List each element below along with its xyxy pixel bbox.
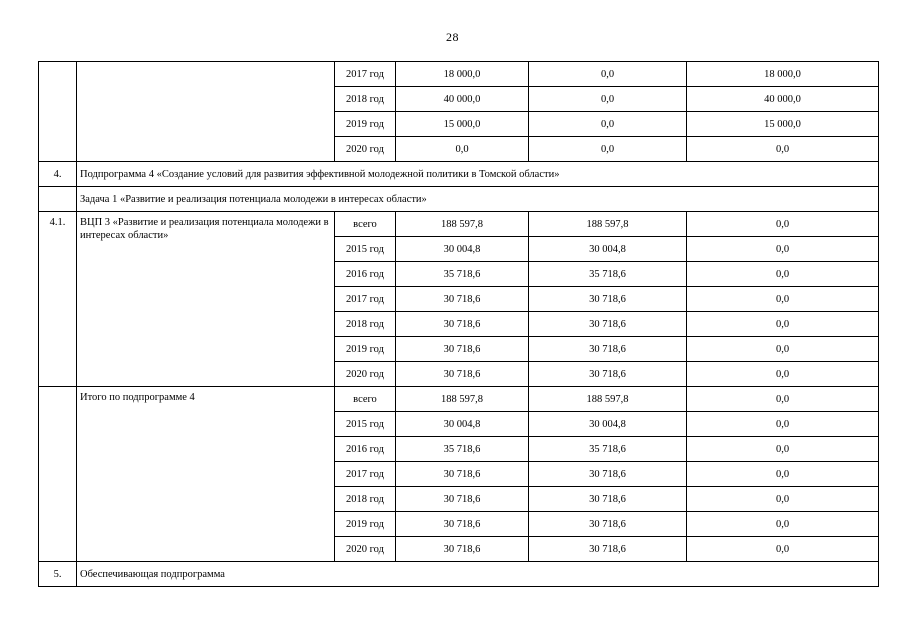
amount-cell: 30 718,6 — [529, 362, 687, 387]
table-row — [39, 212, 879, 237]
amount-cell: 30 718,6 — [529, 487, 687, 512]
amount-cell: 30 718,6 — [529, 287, 687, 312]
year-cell: всего — [335, 387, 396, 412]
year-cell: 2019 год — [335, 112, 396, 137]
num-cell — [39, 62, 77, 162]
total-cell: 30 718,6 — [396, 312, 529, 337]
year-cell: 2020 год — [335, 362, 396, 387]
amount-cell: 0,0 — [687, 437, 879, 462]
item-name: ВЦП 3 «Развитие и реализация потенциала молодежи в интересах области» — [77, 212, 335, 387]
item-number: 4.1. — [39, 212, 77, 387]
year-cell: 2017 год — [335, 62, 396, 87]
year-cell: 2017 год — [335, 462, 396, 487]
total-cell: 40 000,0 — [396, 87, 529, 112]
amount-cell: 0,0 — [687, 487, 879, 512]
num-cell — [39, 387, 77, 562]
amount-cell: 30 004,8 — [529, 412, 687, 437]
total-cell: 30 718,6 — [396, 487, 529, 512]
amount-cell: 0,0 — [687, 512, 879, 537]
total-cell: 30 004,8 — [396, 412, 529, 437]
page-number: 28 — [446, 30, 459, 44]
year-cell: 2016 год — [335, 437, 396, 462]
amount-cell: 30 718,6 — [529, 312, 687, 337]
amount-cell: 0,0 — [687, 337, 879, 362]
year-cell: 2019 год — [335, 337, 396, 362]
section-title: Обеспечивающая подпрограмма — [77, 562, 879, 587]
section-title: Подпрограмма 4 «Создание условий для развития эффективной молодежной политики в Томской области» — [77, 162, 879, 187]
amount-cell: 18 000,0 — [687, 62, 879, 87]
total-cell: 18 000,0 — [396, 62, 529, 87]
section-row — [39, 562, 879, 587]
year-cell: 2018 год — [335, 87, 396, 112]
amount-cell: 0,0 — [529, 62, 687, 87]
table-row — [39, 62, 879, 87]
total-cell: 15 000,0 — [396, 112, 529, 137]
amount-cell: 0,0 — [687, 237, 879, 262]
amount-cell: 0,0 — [687, 362, 879, 387]
year-cell: 2015 год — [335, 412, 396, 437]
amount-cell: 188 597,8 — [529, 212, 687, 237]
year-cell: 2017 год — [335, 287, 396, 312]
amount-cell: 0,0 — [687, 462, 879, 487]
amount-cell: 0,0 — [687, 212, 879, 237]
amount-cell: 0,0 — [687, 412, 879, 437]
amount-cell: 35 718,6 — [529, 437, 687, 462]
task-title: Задача 1 «Развитие и реализация потенциала молодежи в интересах области» — [77, 187, 879, 212]
section-number: 4. — [39, 162, 77, 187]
amount-cell: 30 004,8 — [529, 237, 687, 262]
year-cell: 2016 год — [335, 262, 396, 287]
year-cell: 2019 год — [335, 512, 396, 537]
amount-cell: 35 718,6 — [529, 262, 687, 287]
section-row — [39, 162, 879, 187]
amount-cell: 188 597,8 — [529, 387, 687, 412]
total-cell: 30 718,6 — [396, 362, 529, 387]
total-cell: 30 718,6 — [396, 537, 529, 562]
table-row — [39, 387, 879, 412]
num-cell — [39, 187, 77, 212]
total-cell: 30 004,8 — [396, 237, 529, 262]
amount-cell: 30 718,6 — [529, 537, 687, 562]
total-cell: 188 597,8 — [396, 387, 529, 412]
amount-cell: 0,0 — [529, 137, 687, 162]
amount-cell: 30 718,6 — [529, 462, 687, 487]
total-cell: 30 718,6 — [396, 287, 529, 312]
budget-table — [38, 61, 879, 587]
year-cell: 2018 год — [335, 312, 396, 337]
total-cell: 30 718,6 — [396, 462, 529, 487]
amount-cell: 0,0 — [687, 387, 879, 412]
amount-cell: 0,0 — [529, 112, 687, 137]
section-number: 5. — [39, 562, 77, 587]
year-cell: 2018 год — [335, 487, 396, 512]
total-cell: 35 718,6 — [396, 437, 529, 462]
total-cell: 35 718,6 — [396, 262, 529, 287]
year-cell: 2020 год — [335, 137, 396, 162]
total-cell: 30 718,6 — [396, 512, 529, 537]
total-cell: 30 718,6 — [396, 337, 529, 362]
amount-cell: 0,0 — [687, 537, 879, 562]
year-cell: 2015 год — [335, 237, 396, 262]
year-cell: 2020 год — [335, 537, 396, 562]
total-cell: 188 597,8 — [396, 212, 529, 237]
amount-cell: 15 000,0 — [687, 112, 879, 137]
year-cell: всего — [335, 212, 396, 237]
amount-cell: 40 000,0 — [687, 87, 879, 112]
amount-cell: 0,0 — [687, 262, 879, 287]
task-row — [39, 187, 879, 212]
amount-cell: 0,0 — [687, 287, 879, 312]
amount-cell: 0,0 — [687, 137, 879, 162]
subtotal-name: Итого по подпрограмме 4 — [77, 387, 335, 562]
amount-cell: 30 718,6 — [529, 512, 687, 537]
total-cell: 0,0 — [396, 137, 529, 162]
amount-cell: 0,0 — [687, 312, 879, 337]
name-cell — [77, 62, 335, 162]
amount-cell: 0,0 — [529, 87, 687, 112]
amount-cell: 30 718,6 — [529, 337, 687, 362]
